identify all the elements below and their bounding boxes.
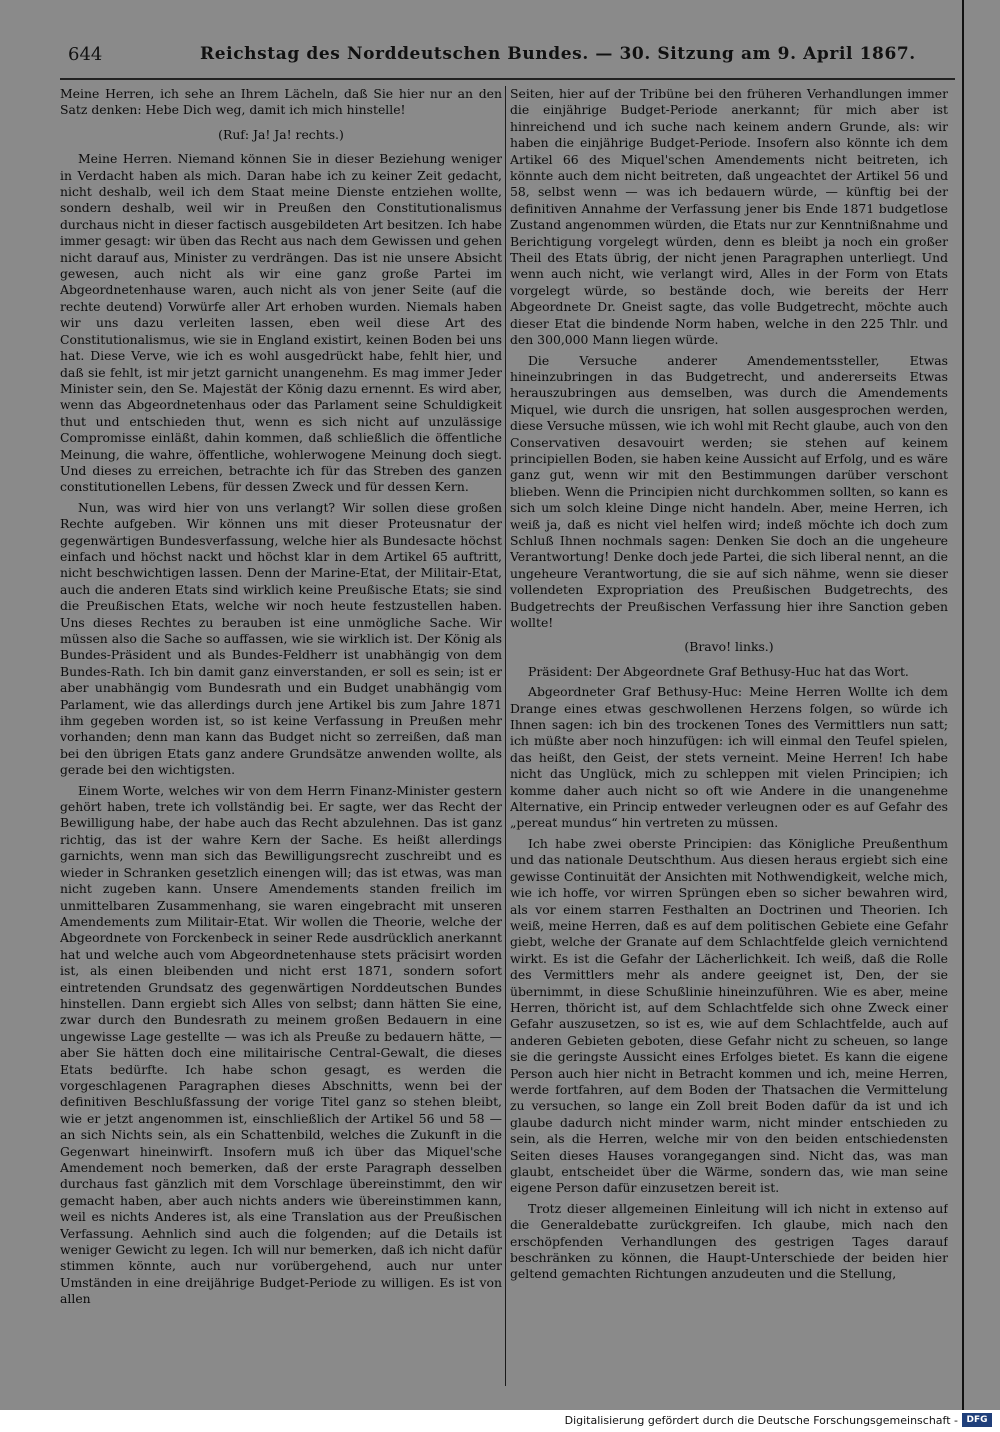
right-column <box>510 86 948 1386</box>
footer-credit: Digitalisierung gefördert durch die Deutsche Forschungsgemeinschaft - <box>564 1414 958 1427</box>
right-column-paragraph: Die Versuche anderer Amendementssteller, Etwas hineinzubringen in das Budgetrecht, und andererseits Etwas herauszubringen aus demselben, was durch die Amendements Miquel, wie durch die unsrigen, hat sollen ausgesprochen werden, diese Versuche müssen, wie ich wohl mit Recht glaube, auch von den Conservativen desavouirt werden; sie stehen auf keinem principiellen Boden, sie haben keine Aussicht auf Erfolg, und es wäre ganz gut, wenn wir mit den Bestimmungen darüber verschont blieben. Wenn die Principien nicht durchkommen sollten, so kann es sich um solch kleine Dinge nicht handeln. Aber, meine Herren, ich weiß ja, daß es nicht viel helfen wird; indeß möchte ich doch zum Schluß Ihnen nochmals sagen: Denken Sie doch an die ungeheure Verantwortung! Denke doch jede Partei, die sich liberal nennt, an die ungeheure Verantwortung, die sie auf sich nähme, wenn sie dieser vollendeten Expropriation des Preußischen Budgetrechts, des Budgetrechts der Preußischen Verfassung hier ihre Sanction geben wollte! <box>510 352 948 630</box>
right-column-interjection: (Bravo! links.) <box>684 639 774 655</box>
dfg-logo: DFG <box>962 1413 992 1427</box>
left-column-paragraph: Nun, was wird hier von uns verlangt? Wir sollen diese großen Rechte aufgeben. Wir können uns mit dieser Proteusnatur der gegenwärtigen Bundesverfassung, welche hier als Bundesacte höchst einfach und höchst nackt und höchst klar in dem Artikel 65 auftritt, nicht beschwichtigen lassen. Denn der Marine-Etat, der Militair-Etat, auch die anderen Etats sind wirklich keine Preußische Etats; sie sind die Preußischen Etats, welche wir noch heute festzustellen haben. Uns dieses Rechtes zu berauben ist eine unmögliche Sache. Wir müssen also die Sache so auffassen, wie sie wirklich ist. Der König als Bundes-Präsident und als Bundes-Feldherr ist unabhängig von dem Bundes-Rath. Ich bin damit ganz einverstanden, er soll es sein; ist er aber unabhängig vom Bundesrath und ein Budget unabhängig vom Parlament, wie das allerdings durch jene Artikel bis zum Jahre 1871 ihm gegeben worden ist, so ist keine Verfassung in Preußen mehr vorhanden; denn man kann das Budget nicht so zerreißen, daß man bei den übrigen Etats ganz andere Grundsätze anwenden wollte, als gerade bei den wichtigsten. <box>60 499 502 778</box>
page-number: 644 <box>68 44 103 65</box>
right-column-paragraph: Abgeordneter Graf Bethusy-Huc: Meine Herren Wollte ich dem Drange eines etwas geschwollenen Herzens folgen, so würde ich Ihnen sagen: ich bin des trockenen Tones des Vermittlers nun satt; ich müßte aber noch hinzufügen: ich will einmal den Teufel spielen, das heißt, den Geist, der stets verneint. Meine Herren! Ich habe nicht das Unglück, mich zu schleppen mit vielen Principien; ich komme daher auch nicht so oft wie Andere in die unangenehme Alternative, ein Princip entweder verleugnen oder es auf Gefahr des „pereat mundus“ hin vertreten zu müssen. <box>510 684 948 831</box>
column-divider <box>505 86 506 1386</box>
right-column-paragraph: Seiten, hier auf der Tribüne bei den früheren Verhandlungen immer die einjährige Budget-Periode anerkannt; für mich aber ist hinreichend und ich suche nach keinem andern Grunde, als: wir haben die einjährige Budget-Periode. Insofern also könnte ich dem Artikel 66 des Miquel'schen Amendements nicht beitreten, ich könnte auch dem nicht beitreten, daß ungeachtet der Artikel 56 und 58, selbst wenn — was ich bedauern würde, — künftig bei der definitiven Annahme der Verfassung jener bis Ende 1871 budgetlose Zustand angenommen würden, die Etats nur zur Kenntnißnahme und Berichtigung vorgelegt würden, denn es bleibt ja noch ein großer Theil des Etats übrig, der nicht jenen Paragraphen unterliegt. Und wenn auch nicht, wie verlangt wird, Alles in der Form von Etats vorgelegt würde, so bestände doch, wie bereits der Herr Abgeordnete Dr. Gneist sagte, das volle Budgetrecht, möchte auch dieser Etat die bindende Norm haben, welche in den 225 Thlr. und den 300,000 Mann liegen würde. <box>510 86 948 348</box>
left-column-paragraph: Einem Worte, welches wir von dem Herrn Finanz-Minister gestern gehört haben, trete ich vollständig bei. Er sagte, wer das Recht der Bewilligung habe, der habe auch das Recht abzulehnen. Das ist ganz richtig, das ist der wahre Kern der Sache. Es heißt allerdings garnichts, wenn man sich das Bewilligungsrecht zuschreibt und es wieder in Schranken gesetzlich einengen will; das ist etwas, was man nicht zugeben kann. Unsere Amendements standen freilich im unmittelbaren Zusammenhang, sie waren eingebracht mit unseren Amendements zum Militair-Etat. Wir wollen die Theorie, welche der Abgeordnete von Forckenbeck in seiner Rede ausdrücklich anerkannt hat und welche auch vom Abgeordnetenhause stets präcisirt worden ist, als einen bleibenden und nicht erst 1871, sondern sofort eintretenden Grundsatz des gegenwärtigen Norddeutschen Bundes hinstellen. Dann ergiebt sich Alles von selbst; dann hätten Sie eine, zwar durch den Bundesrath zu meinem großen Bedauern in eine ungewisse Lage gestellte — was ich als Preuße zu bedauern hätte, — aber Sie hätten doch eine militairische Central-Gewalt, die dieses Etats bedürfte. Ich habe schon gesagt, es werden die vorgeschlagenen Paragraphen dieses Abschnitts, wenn bei der definitiven Beschlußfassung der vorige Titel ganz so stehen bleibt, wie er jetzt angenommen ist, einschließlich der Artikel 56 und 58 — an sich Nichts sein, als ein Schattenbild, welches die Zukunft in die Gegenwart hineinwirft. Insofern muß ich über das Miquel'sche Amendement noch bemerken, daß der erste Paragraph desselben durchaus fast gänzlich mit dem Vorschlage übereinstimmt, den wir gemacht haben, aber auch nichts anders wie übereinstimmen kann, weil es nichts Anderes ist, als eine Translation aus der Preußischen Verfassung. Aehnlich sind auch die folgenden; auf die Details ist weniger Gewicht zu legen. Ich will nur bemerken, daß ich nicht dafür stimmen könnte, auch nur vorübergehend, auch nur unter Umständen in eine dreijährige Budget-Periode zu willigen. Es ist von allen <box>60 782 502 1307</box>
right-column-paragraph: Ich habe zwei oberste Principien: das Königliche Preußenthum und das nationale Deutschthum. Aus diesen heraus ergiebt sich eine gewisse Continuität der Ansichten mit Nothwendigkeit, welche mich, wie ich hoffe, vor wirren Sprüngen eben so sicher bewahren wird, als vor einem starren Festhalten an Doctrinen und Theorien. Ich weiß, meine Herren, daß es auf dem politischen Gebiete eine Gefahr giebt, welche der Granate auf dem Schlachtfelde gleich vernichtend wirkt. Es ist die Gefahr der Lächerlichkeit. Ich weiß, daß die Rolle des Vermittlers mehr als andere geeignet ist, Den, der sie übernimmt, in diese Schußlinie hineinzuführen. Wie es aber, meine Herren, thöricht ist, auf dem Schlachtfelde sich ohne Zweck einer Gefahr auszusetzen, so ist es, wie auf dem Schlachtfelde, auch auf anderen Gebieten geboten, diese Gefahr nicht zu scheuen, so lange sie die geringste Aussicht eines Erfolges bietet. Es kann die eigene Person auch hier nicht in Betracht kommen und ich, meine Herren, werde fortfahren, auf dem Boden der Thatsachen die Vermittelung zu versuchen, so lange ein Zoll breit Boden dafür da ist und ich glaube dadurch nicht minder warm, nicht minder entschieden zu sein, als die Herren, welche mir von den beiden entschiedensten Seiten dieses Hauses vorangegangen sind. Nicht das, was man glaubt, entscheidet über die Wärme, sondern das, wie man seine eigene Person dafür einzusetzen bereit ist. <box>510 835 948 1196</box>
left-column-interjection: (Ruf: Ja! Ja! rechts.) <box>218 126 344 142</box>
left-column <box>60 86 502 1386</box>
left-column-paragraph: Meine Herren. Niemand können Sie in dieser Beziehung weniger in Verdacht haben als mich. Daran habe ich zu keiner Zeit gedacht, nicht deshalb, weil ich dem Staat meine Dienste entziehen wollte, sondern deshalb, weil wir in Preußen den Constitutionalismus durchaus nicht in dieser factisch ausgebildeten Art besitzen. Ich habe immer gesagt: wir üben das Recht aus nach dem Gewissen und gehen nicht darauf aus, Minister zu verdrängen. Das ist nie unsere Absicht gewesen, auch nicht als wir eine ganz große Partei im Abgeordnetenhause waren, auch nicht als von jener Seite (auf die rechte deutend) Vorwürfe aller Art erhoben wurden. Niemals haben wir uns dazu verleiten lassen, eben weil diese Art des Constitutionalismus, wie sie in England existirt, keinen Boden bei uns hat. Diese Verve, wie ich es wohl ausgedrückt habe, fehlt hier, und daß sie fehlt, ist mir jetzt garnicht unangenehm. Es mag immer Jeder Minister sein, den Se. Majestät der König dazu ernennt. Es wird aber, wenn das Abgeordnetenhaus oder das Parlament seine Schuldigkeit thut und entschieden thut, wenn es sich nicht auf unzulässige Compromisse einläßt, dahin kommen, daß schließlich die öffentliche Meinung, die wahre, öffentliche, wohlerwogene Meinung doch siegt. Und dieses zu erreichen, betrachte ich für das Streben des ganzen constitutionellen Lebens, für dessen Zweck und für dessen Kern. <box>60 151 502 495</box>
header-rule <box>60 78 955 80</box>
page-header <box>60 42 950 70</box>
running-title: Reichstag des Norddeutschen Bundes. — 30. Sitzung am 9. April 1867. <box>200 44 916 64</box>
footer-bar <box>0 1410 1000 1432</box>
page-edge-rule <box>962 0 964 1410</box>
right-column-paragraph: Trotz dieser allgemeinen Einleitung will ich nicht in extenso auf die Generaldebatte zurückgreifen. Ich glaube, mich nach den erschöpfenden Verhandlungen des gestrigen Tages darauf beschränken zu können, die Haupt-Unterschiede der beiden hier geltend gemachten Richtungen anzudeuten und die Stellung, <box>510 1200 948 1282</box>
left-column-paragraph: Meine Herren, ich sehe an Ihrem Lächeln, daß Sie hier nur an den Satz denken: Hebe Dich weg, damit ich mich hinstelle! <box>60 86 502 118</box>
right-column-paragraph: Präsident: Der Abgeordnete Graf Bethusy-Huc hat das Wort. <box>528 663 909 679</box>
